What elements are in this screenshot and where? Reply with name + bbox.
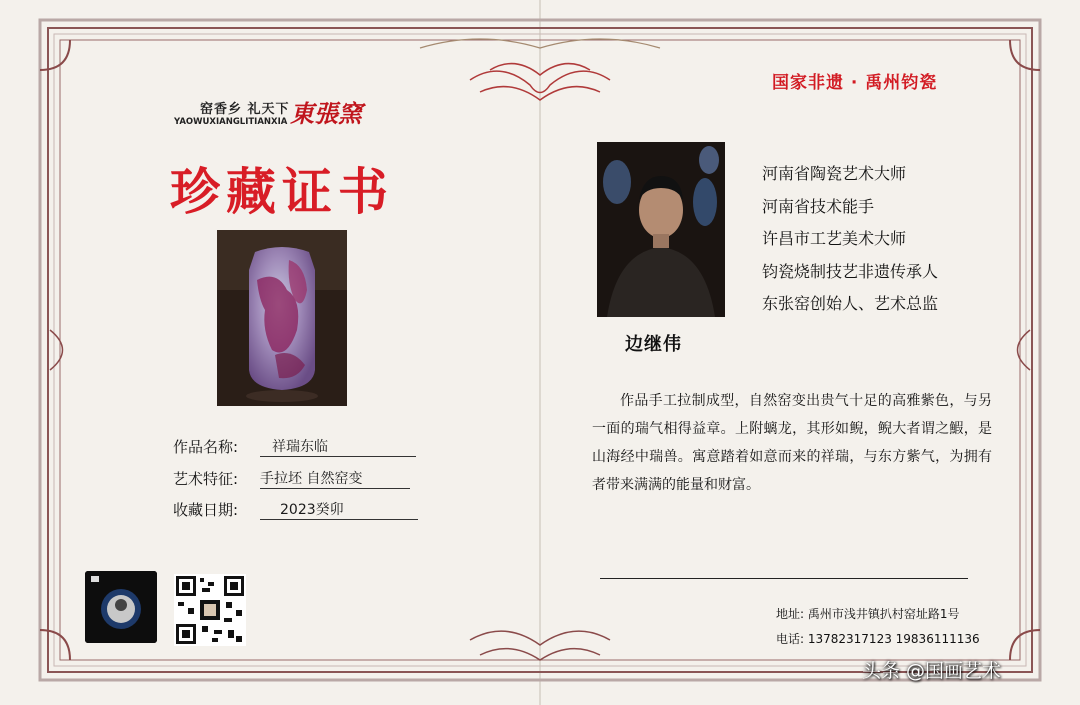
wechat-qr-code <box>174 574 246 646</box>
brand-logo: 東張窯 <box>290 99 362 128</box>
field-value-name: 祥瑞东临 <box>260 436 416 457</box>
douyin-qr-code <box>85 571 157 643</box>
vase-photo <box>217 230 347 406</box>
artist-name: 边继伟 <box>625 334 682 355</box>
field-label-name: 作品名称: <box>173 438 239 456</box>
artist-titles <box>762 158 938 321</box>
artist-title-item: 许昌市工艺美术大师 <box>762 229 907 248</box>
certificate-title: 珍藏证书 <box>170 162 394 221</box>
artwork-description: 作品手工拉制成型，自然窑变出贵气十足的高雅紫色，与另一面的瑞气相得益章。上附螭龙，其形如鲵，鲵大者谓之鰕，是山海经中瑞兽。寓意踏着如意而来的祥瑞，与东方紫气，为拥有者带来满满的能量和财富。 <box>592 393 992 493</box>
address-text: 地址: 禹州市浅井镇扒村窑址路1号 <box>776 607 960 621</box>
artist-portrait <box>597 142 725 317</box>
brand-motto: 窑香乡 礼天下 <box>200 102 290 117</box>
artist-title-item: 河南省技术能手 <box>762 196 875 216</box>
signature-line <box>600 578 968 579</box>
brand-pinyin: YAOWUXIANGLITIANXIA <box>174 117 288 127</box>
source-watermark: 头条 @国画艺术 <box>862 660 1002 682</box>
artist-title-item: 东张窑创始人、艺术总监 <box>762 294 939 313</box>
field-value-feature: 手拉坯 自然窑变 <box>260 468 410 489</box>
field-label-date: 收藏日期: <box>173 501 239 519</box>
phone-text: 电话: 13782317123 19836111136 <box>776 632 980 646</box>
heritage-heading: 国家非遗 · 禹州钧瓷 <box>772 73 938 93</box>
artist-title-item: 钧瓷烧制技艺非遗传承人 <box>762 261 939 281</box>
artist-title-item: 河南省陶瓷艺术大师 <box>762 164 907 183</box>
field-value-date: 2023癸卯 <box>260 499 418 520</box>
field-label-feature: 艺术特征: <box>173 470 239 488</box>
